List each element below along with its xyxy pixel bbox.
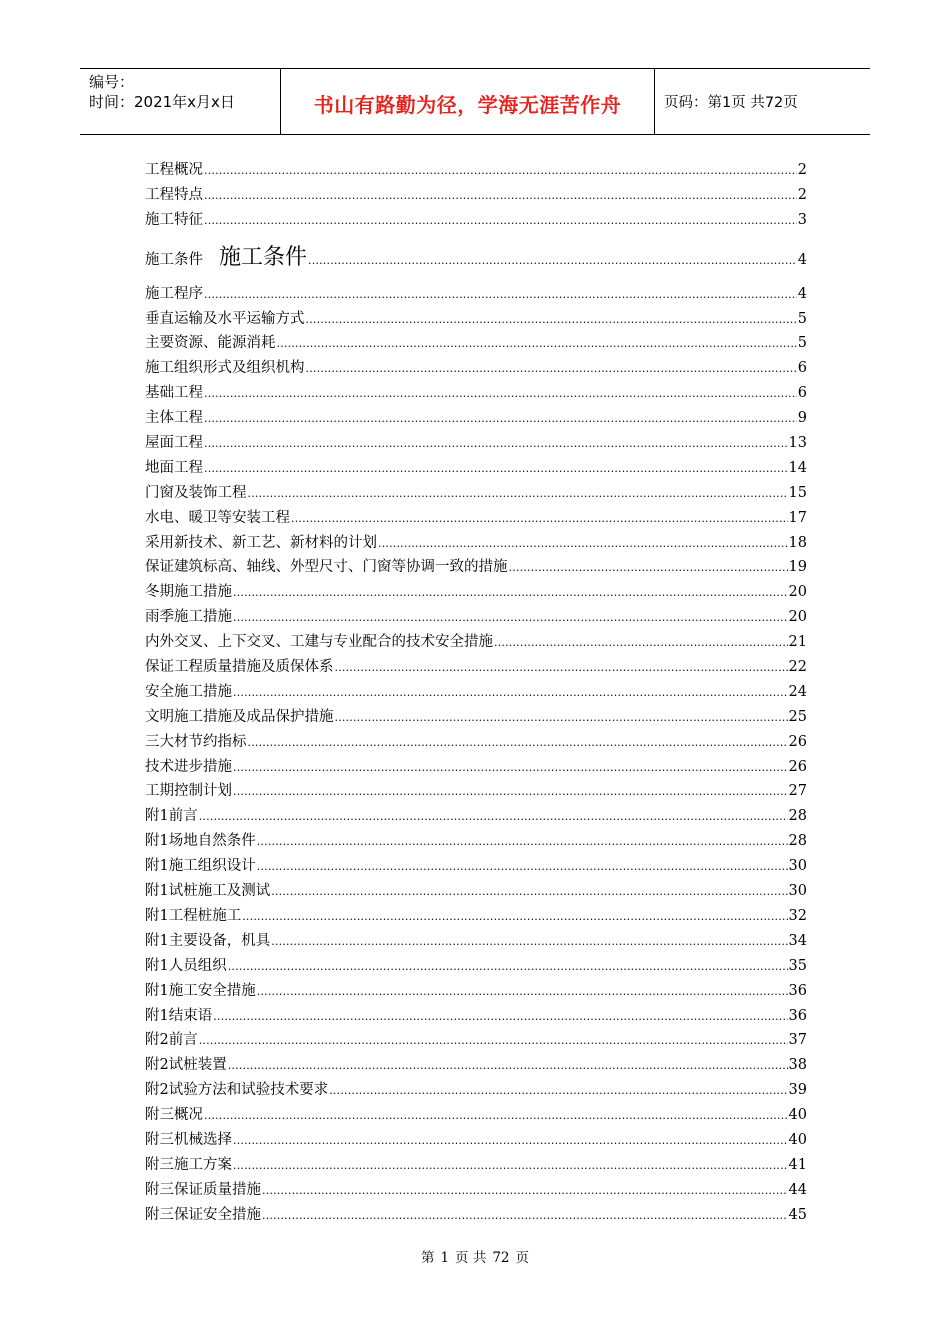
toc-dot-leader bbox=[262, 1204, 788, 1229]
toc-entry-page: 30 bbox=[788, 883, 807, 900]
toc-dot-leader bbox=[233, 1129, 788, 1154]
toc-dot-leader bbox=[335, 656, 788, 681]
toc-entry-title-text: 保证工程质量措施及质保体系 bbox=[145, 659, 334, 676]
toc-entry-title bbox=[145, 531, 377, 556]
toc-entry[interactable] bbox=[145, 1153, 807, 1178]
toc-entry-page: 2 bbox=[797, 186, 807, 203]
footer-total-pages: 72 bbox=[492, 1250, 510, 1266]
toc-entry-page: 39 bbox=[788, 1082, 807, 1099]
toc-entry[interactable] bbox=[145, 879, 807, 904]
toc-dot-leader bbox=[204, 457, 788, 482]
toc-entry-title-text: 内外交叉、上下交叉、工建与专业配合的技术安全措施 bbox=[145, 634, 493, 651]
table-of-contents bbox=[145, 158, 807, 1228]
toc-entry-title-text: 附1前言 bbox=[145, 808, 198, 825]
toc-dot-leader bbox=[228, 1054, 788, 1079]
toc-dot-leader bbox=[204, 209, 797, 234]
toc-entry[interactable] bbox=[145, 705, 807, 730]
toc-entry[interactable] bbox=[145, 282, 807, 307]
toc-entry-title bbox=[145, 282, 203, 307]
toc-dot-leader bbox=[204, 382, 797, 407]
toc-entry-title-text: 附三机械选择 bbox=[145, 1131, 232, 1148]
toc-entry-page: 41 bbox=[788, 1156, 807, 1173]
motto-text: 书山有路勤为径，学海无涯苦作舟 bbox=[313, 93, 622, 117]
toc-entry-page: 15 bbox=[788, 484, 807, 501]
toc-entry-title bbox=[145, 705, 334, 730]
toc-entry-title-text: 附三保证质量措施 bbox=[145, 1181, 261, 1198]
toc-dot-leader bbox=[228, 955, 788, 980]
toc-entry-title bbox=[145, 680, 232, 705]
toc-entry[interactable] bbox=[145, 1053, 807, 1078]
toc-entry-title-text: 工程概况 bbox=[145, 162, 203, 178]
toc-entry-title-text: 附三概况 bbox=[145, 1107, 203, 1124]
toc-entry-page: 30 bbox=[788, 858, 807, 875]
toc-entry-title-text: 施工条件 bbox=[145, 251, 203, 268]
toc-dot-leader bbox=[213, 1005, 787, 1030]
toc-entry-title-text: 屋面工程 bbox=[145, 435, 203, 452]
toc-entry-title-text: 冬期施工措施 bbox=[145, 584, 232, 601]
toc-dot-leader bbox=[291, 507, 788, 532]
toc-entry[interactable] bbox=[145, 979, 807, 1004]
toc-entry-title bbox=[145, 655, 334, 680]
toc-entry-page: 9 bbox=[797, 410, 807, 427]
toc-entry-title-text: 附2试桩装置 bbox=[145, 1057, 227, 1074]
toc-entry-page: 4 bbox=[797, 285, 807, 302]
toc-entry-title bbox=[145, 1103, 203, 1128]
toc-entry-title bbox=[145, 158, 203, 183]
toc-entry-title-text: 采用新技术、新工艺、新材料的计划 bbox=[145, 534, 377, 551]
toc-entry-title-large: 施工条件 bbox=[219, 244, 308, 270]
toc-entry-title-text: 三大材节约指标 bbox=[145, 733, 247, 750]
toc-entry-title bbox=[145, 854, 256, 879]
toc-entry-title bbox=[145, 356, 305, 381]
toc-dot-leader bbox=[271, 930, 787, 955]
toc-dot-leader bbox=[204, 184, 797, 209]
toc-entry[interactable] bbox=[145, 804, 807, 829]
toc-entry-title-text: 安全施工措施 bbox=[145, 683, 232, 700]
toc-entry-title bbox=[145, 233, 307, 285]
toc-entry-title-text: 附1施工组织设计 bbox=[145, 858, 256, 875]
toc-entry-title-text: 施工程序 bbox=[145, 285, 203, 302]
toc-entry[interactable] bbox=[145, 929, 807, 954]
toc-entry-page: 13 bbox=[788, 435, 807, 452]
toc-entry-title bbox=[145, 979, 256, 1004]
toc-entry-page: 4 bbox=[797, 251, 807, 268]
toc-entry-title bbox=[145, 208, 203, 233]
toc-entry[interactable] bbox=[145, 208, 807, 233]
toc-entry-page: 19 bbox=[788, 559, 807, 576]
header-page-info: 页码：第1页 共72页 bbox=[664, 95, 798, 111]
toc-entry-title-text: 水电、暖卫等安装工程 bbox=[145, 509, 290, 526]
toc-entry-title bbox=[145, 1153, 232, 1178]
toc-entry[interactable] bbox=[145, 1103, 807, 1128]
toc-dot-leader bbox=[262, 1179, 788, 1204]
toc-entry-title-text: 工期控制计划 bbox=[145, 783, 232, 800]
toc-entry-page: 34 bbox=[788, 932, 807, 949]
page-footer bbox=[0, 1246, 950, 1266]
toc-dot-leader bbox=[204, 283, 797, 308]
toc-entry-page: 21 bbox=[788, 634, 807, 651]
toc-entry[interactable] bbox=[145, 331, 807, 356]
toc-entry-title bbox=[145, 406, 203, 431]
toc-entry[interactable] bbox=[145, 904, 807, 929]
footer-mid: 页 共 bbox=[455, 1250, 487, 1266]
toc-entry[interactable] bbox=[145, 233, 807, 282]
toc-entry-title bbox=[145, 381, 203, 406]
time-label: 时间：2021年x月x日 bbox=[89, 93, 235, 111]
toc-entry[interactable] bbox=[145, 680, 807, 705]
toc-dot-leader bbox=[233, 581, 788, 606]
toc-dot-leader bbox=[204, 159, 797, 184]
toc-entry[interactable] bbox=[145, 1128, 807, 1153]
toc-entry-title bbox=[145, 183, 203, 208]
toc-entry-page: 28 bbox=[788, 808, 807, 825]
toc-dot-leader bbox=[306, 357, 797, 382]
toc-dot-leader bbox=[199, 805, 788, 830]
toc-entry[interactable] bbox=[145, 1028, 807, 1053]
toc-entry-page: 37 bbox=[788, 1032, 807, 1049]
toc-entry-page: 36 bbox=[788, 1007, 807, 1024]
toc-entry-page: 25 bbox=[788, 708, 807, 725]
toc-dot-leader bbox=[248, 482, 788, 507]
toc-entry[interactable] bbox=[145, 779, 807, 804]
toc-entry[interactable] bbox=[145, 630, 807, 655]
toc-dot-leader bbox=[308, 236, 797, 285]
toc-entry-title bbox=[145, 555, 508, 580]
toc-entry-title-text: 附三保证安全措施 bbox=[145, 1206, 261, 1223]
toc-entry[interactable] bbox=[145, 755, 807, 780]
toc-entry[interactable] bbox=[145, 183, 807, 208]
toc-entry-page: 45 bbox=[788, 1206, 807, 1223]
toc-entry-title-text: 附2前言 bbox=[145, 1032, 198, 1049]
toc-entry[interactable] bbox=[145, 605, 807, 630]
toc-dot-leader bbox=[277, 332, 797, 357]
toc-entry-title bbox=[145, 580, 232, 605]
toc-dot-leader bbox=[204, 432, 788, 457]
toc-entry[interactable] bbox=[145, 506, 807, 531]
toc-dot-leader bbox=[233, 756, 788, 781]
toc-entry-title bbox=[145, 1078, 328, 1103]
toc-entry-title bbox=[145, 904, 241, 929]
toc-entry-title-text: 地面工程 bbox=[145, 459, 203, 476]
toc-entry-page: 35 bbox=[788, 957, 807, 974]
toc-dot-leader bbox=[335, 706, 788, 731]
toc-entry-title-text: 工程特点 bbox=[145, 186, 203, 203]
toc-entry[interactable] bbox=[145, 356, 807, 381]
toc-dot-leader bbox=[329, 1079, 787, 1104]
toc-entry-page: 17 bbox=[788, 509, 807, 526]
toc-dot-leader bbox=[233, 780, 788, 805]
toc-entry[interactable] bbox=[145, 580, 807, 605]
toc-entry[interactable] bbox=[145, 829, 807, 854]
toc-entry[interactable] bbox=[145, 1078, 807, 1103]
toc-entry-title-text: 附1场地自然条件 bbox=[145, 833, 256, 850]
toc-entry-page: 6 bbox=[797, 360, 807, 377]
toc-entry[interactable] bbox=[145, 431, 807, 456]
toc-dot-leader bbox=[233, 1154, 788, 1179]
toc-entry-title bbox=[145, 929, 270, 954]
toc-entry[interactable] bbox=[145, 531, 807, 556]
toc-entry-page: 6 bbox=[797, 385, 807, 402]
toc-entry-title bbox=[145, 755, 232, 780]
toc-dot-leader bbox=[378, 532, 788, 557]
toc-entry-title bbox=[145, 456, 203, 481]
toc-entry[interactable] bbox=[145, 406, 807, 431]
toc-entry-title-text: 基础工程 bbox=[145, 385, 203, 402]
toc-entry-title bbox=[145, 730, 247, 755]
toc-entry[interactable] bbox=[145, 158, 807, 183]
toc-entry-title bbox=[145, 1004, 212, 1029]
toc-entry-title-text: 垂直运输及水平运输方式 bbox=[145, 310, 305, 327]
toc-entry-title bbox=[145, 630, 493, 655]
header-motto-cell bbox=[281, 69, 655, 134]
toc-entry-page: 5 bbox=[797, 310, 807, 327]
toc-entry-title bbox=[145, 1203, 261, 1228]
toc-entry-title-text: 施工特征 bbox=[145, 211, 203, 228]
toc-entry-title bbox=[145, 481, 247, 506]
toc-entry-page: 14 bbox=[788, 459, 807, 476]
toc-entry[interactable] bbox=[145, 555, 807, 580]
toc-dot-leader bbox=[306, 308, 797, 333]
page-header bbox=[80, 68, 870, 135]
toc-entry-title bbox=[145, 431, 203, 456]
toc-entry-page: 2 bbox=[797, 162, 807, 178]
footer-current-page: 1 bbox=[440, 1250, 450, 1266]
toc-entry-page: 36 bbox=[788, 982, 807, 999]
toc-dot-leader bbox=[257, 830, 788, 855]
toc-entry-title-text: 附1工程桩施工 bbox=[145, 907, 242, 924]
header-page-cell bbox=[655, 69, 870, 134]
toc-entry[interactable] bbox=[145, 456, 807, 481]
toc-entry[interactable] bbox=[145, 954, 807, 979]
toc-entry[interactable] bbox=[145, 854, 807, 879]
serial-label: 编号： bbox=[89, 73, 135, 91]
toc-entry-title bbox=[145, 605, 232, 630]
toc-entry-page: 44 bbox=[788, 1181, 807, 1198]
toc-entry-title-text: 主要资源、能源消耗 bbox=[145, 335, 276, 352]
toc-entry-page: 3 bbox=[797, 211, 807, 228]
toc-entry-page: 32 bbox=[788, 907, 807, 924]
header-left-cell bbox=[80, 69, 281, 134]
toc-entry-page: 26 bbox=[788, 733, 807, 750]
toc-entry[interactable] bbox=[145, 1178, 807, 1203]
toc-entry-page: 18 bbox=[788, 534, 807, 551]
toc-entry-title-text: 附1主要设备，机具 bbox=[145, 932, 271, 949]
toc-entry-title-text: 附2试验方法和试验技术要求 bbox=[145, 1082, 329, 1099]
toc-entry-page: 22 bbox=[788, 659, 807, 676]
toc-dot-leader bbox=[494, 631, 788, 656]
toc-dot-leader bbox=[257, 855, 788, 880]
toc-dot-leader bbox=[233, 681, 788, 706]
toc-entry-page: 40 bbox=[788, 1131, 807, 1148]
toc-dot-leader bbox=[271, 880, 787, 905]
toc-entry-title-text: 技术进步措施 bbox=[145, 758, 232, 775]
toc-entry-title-text: 施工组织形式及组织机构 bbox=[145, 360, 305, 377]
toc-dot-leader bbox=[509, 556, 788, 581]
toc-entry-title-text: 门窗及装饰工程 bbox=[145, 484, 247, 501]
toc-entry-title-text: 附1试桩施工及测试 bbox=[145, 883, 271, 900]
toc-entry-title-text: 附三施工方案 bbox=[145, 1156, 232, 1173]
toc-dot-leader bbox=[242, 905, 787, 930]
toc-entry[interactable] bbox=[145, 1004, 807, 1029]
toc-entry-title bbox=[145, 879, 270, 904]
toc-entry-title bbox=[145, 331, 276, 356]
toc-entry[interactable] bbox=[145, 730, 807, 755]
toc-entry[interactable] bbox=[145, 655, 807, 680]
toc-entry-title bbox=[145, 804, 198, 829]
toc-dot-leader bbox=[204, 407, 797, 432]
toc-entry-page: 20 bbox=[788, 609, 807, 626]
toc-entry[interactable] bbox=[145, 307, 807, 332]
toc-entry[interactable] bbox=[145, 481, 807, 506]
toc-entry-title bbox=[145, 954, 227, 979]
toc-entry-page: 5 bbox=[797, 335, 807, 352]
toc-entry-title bbox=[145, 307, 305, 332]
toc-entry-title bbox=[145, 1178, 261, 1203]
toc-entry-title bbox=[145, 829, 256, 854]
toc-entry-title-text: 附1结束语 bbox=[145, 1007, 213, 1024]
toc-entry[interactable] bbox=[145, 1203, 807, 1228]
toc-dot-leader bbox=[199, 1029, 788, 1054]
toc-dot-leader bbox=[248, 731, 788, 756]
toc-entry-title-text: 主体工程 bbox=[145, 410, 203, 427]
toc-entry-title-text: 附1人员组织 bbox=[145, 957, 227, 974]
toc-entry-title bbox=[145, 1128, 232, 1153]
toc-entry-title-text: 附1施工安全措施 bbox=[145, 982, 256, 999]
toc-dot-leader bbox=[233, 606, 788, 631]
toc-entry-title-text: 雨季施工措施 bbox=[145, 609, 232, 626]
toc-entry[interactable] bbox=[145, 381, 807, 406]
toc-entry-title-text: 保证建筑标高、轴线、外型尺寸、门窗等协调一致的措施 bbox=[145, 559, 508, 576]
toc-entry-page: 20 bbox=[788, 584, 807, 601]
toc-dot-leader bbox=[204, 1104, 788, 1129]
toc-entry-page: 27 bbox=[788, 783, 807, 800]
toc-entry-page: 28 bbox=[788, 833, 807, 850]
toc-entry-page: 24 bbox=[788, 683, 807, 700]
toc-entry-title bbox=[145, 1053, 227, 1078]
toc-entry-title bbox=[145, 1028, 198, 1053]
toc-entry-title bbox=[145, 506, 290, 531]
toc-entry-title bbox=[145, 779, 232, 804]
footer-prefix: 第 bbox=[420, 1250, 435, 1266]
toc-entry-page: 26 bbox=[788, 758, 807, 775]
footer-suffix: 页 bbox=[515, 1250, 530, 1266]
toc-entry-page: 38 bbox=[788, 1057, 807, 1074]
toc-entry-page: 40 bbox=[788, 1107, 807, 1124]
toc-dot-leader bbox=[257, 980, 788, 1005]
toc-entry-title-text: 文明施工措施及成品保护措施 bbox=[145, 708, 334, 725]
